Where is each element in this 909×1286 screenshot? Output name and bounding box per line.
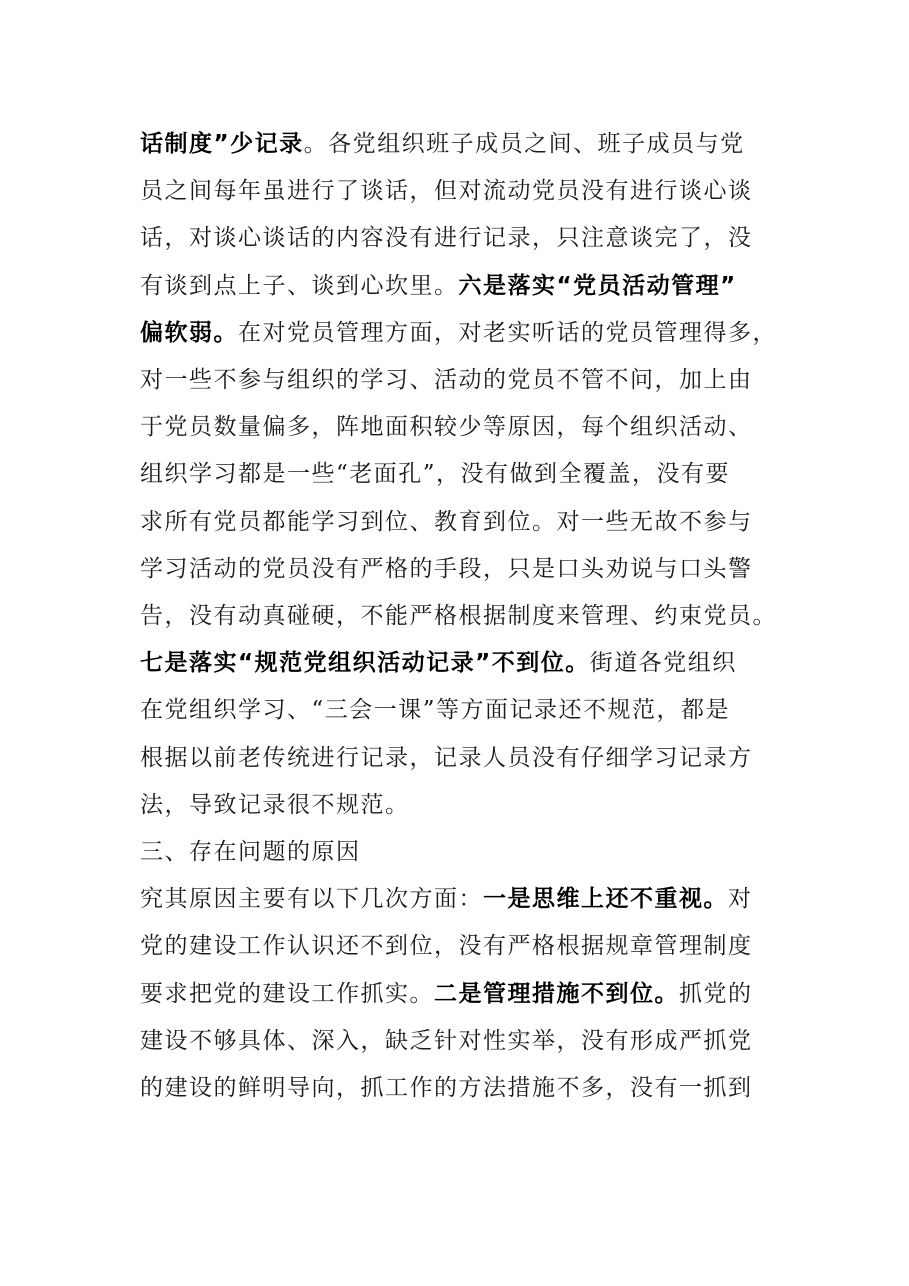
text-line [140, 926, 780, 966]
bold-text-run: 一是思维上还不重视。 [483, 886, 728, 913]
text-run: 话，对谈心谈话的内容没有进行记录，只注意谈完了，没 [140, 225, 753, 252]
text-line [140, 218, 780, 258]
text-line [140, 1068, 780, 1108]
text-run: 求所有党员都能学习到位、教育到位。对一些无故不参与 [140, 508, 753, 535]
text-run: 在对党员管理方面，对老实听话的党员管理得多， [238, 319, 777, 346]
text-run: 三、存在问题的原因 [140, 839, 361, 865]
text-line [140, 879, 780, 919]
text-line [140, 407, 780, 447]
text-run: 究其原因主要有以下几次方面： [140, 886, 483, 913]
text-line [140, 643, 780, 683]
text-run: 于党员数量偏多，阵地面积较少等原因，每个组织活动、 [140, 414, 753, 441]
text-run: 组织学习都是一些“老面孔”，没有做到全覆盖，没有要 [140, 461, 731, 488]
text-line [140, 1021, 780, 1061]
text-line [140, 124, 780, 164]
text-run: 员之间每年虽进行了谈话，但对流动党员没有进行谈心谈 [140, 178, 753, 205]
bold-text-run: 七是落实“规范党组织活动记录”不到位。 [140, 650, 590, 677]
text-run: 告，没有动真碰硬，不能严格根据制度来管理、约束党员。 [140, 603, 777, 629]
text-run: 建设不够具体、深入，缺乏针对性实举，没有形成严抓党 [140, 1027, 753, 1054]
text-run: 对一些不参与组织的学习、活动的党员不管不问，加上由 [140, 367, 753, 393]
text-run: 法，导致记录很不规范。 [140, 791, 410, 818]
text-run: 根据以前老传统进行记录，记录人员没有仔细学习记录方 [140, 744, 753, 771]
text-line [140, 596, 780, 636]
text-line [140, 360, 780, 400]
text-run: 街道各党组织 [589, 650, 737, 677]
text-run: 有谈到点上子、谈到心坎里。 [140, 272, 459, 299]
text-line [140, 502, 780, 542]
text-line [140, 974, 780, 1014]
bold-text-run: 话制度”少记录 [140, 131, 304, 157]
text-line [140, 266, 780, 306]
text-line [140, 549, 780, 589]
text-line [140, 738, 780, 778]
text-run: 。各党组织班子成员之间、班子成员与党 [303, 131, 745, 157]
text-run: 学习活动的党员没有严格的手段，只是口头劝说与口头警 [140, 555, 753, 582]
text-line [140, 171, 780, 211]
text-line [140, 454, 780, 494]
text-run: 抓党的 [679, 980, 753, 1007]
text-line [140, 832, 780, 872]
text-run: 在党组织学习、“三会一课”等方面记录还不规范，都是 [140, 697, 731, 724]
text-run: 的建设的鲜明导向，抓工作的方法措施不多，没有一抓到 [140, 1075, 753, 1101]
bold-text-run: 二是管理措施不到位。 [434, 980, 679, 1007]
text-line [140, 690, 780, 730]
text-run: 对 [728, 886, 753, 913]
text-line [140, 785, 780, 825]
bold-text-run: 偏软弱。 [140, 319, 238, 346]
text-run: 党的建设工作认识还不到位，没有严格根据规章管理制度 [140, 933, 753, 960]
text-run: 要求把党的建设工作抓实。 [140, 980, 434, 1007]
text-line [140, 313, 780, 353]
bold-text-run: 六是落实“党员活动管理” [458, 272, 737, 299]
